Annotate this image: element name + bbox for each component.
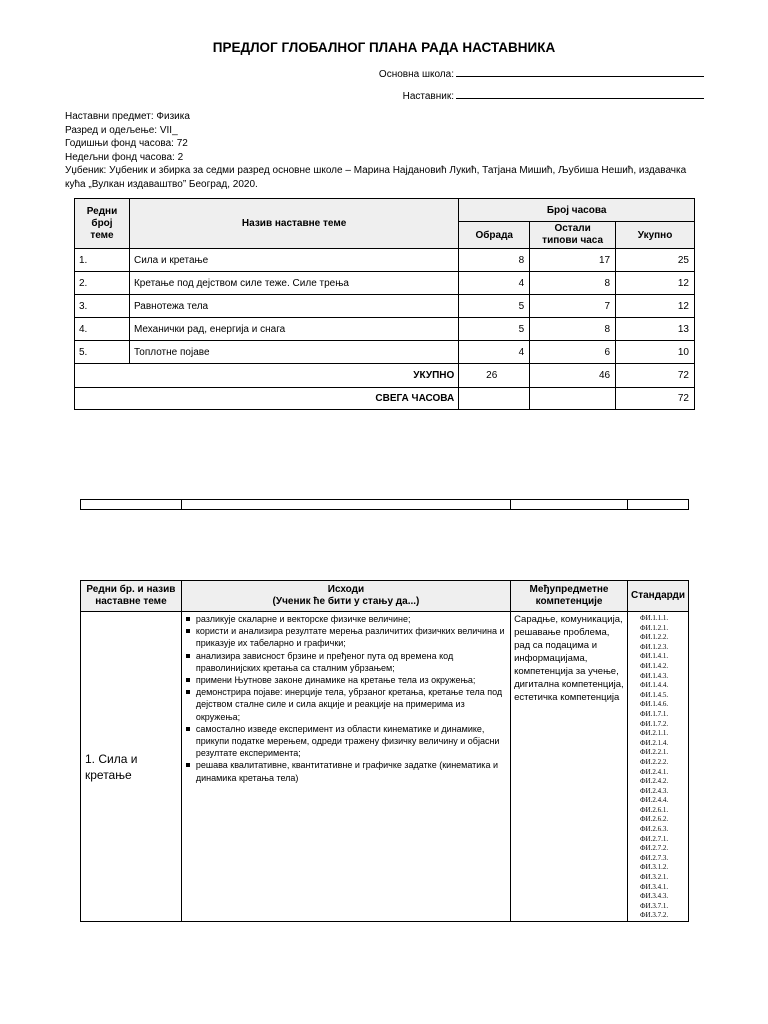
teacher-line bbox=[456, 89, 704, 99]
row-ukupno: 25 bbox=[616, 249, 695, 272]
row-name: Механички рад, енергија и снага bbox=[129, 318, 458, 341]
standard-item: ФИ.2.2.2. bbox=[639, 757, 669, 766]
header-theme-name: Редни бр. и назив наставне теме bbox=[81, 581, 182, 612]
outcomes-list bbox=[182, 612, 510, 784]
competences-text: Сарадње, комуникација, решавање проблема, рад са подацима и информацијама, компетенција за учење, дигитална компетенција, естетичка компетенција bbox=[511, 612, 628, 922]
total-label: УКУПНО bbox=[75, 364, 459, 388]
total-ostali: 46 bbox=[530, 364, 616, 388]
standard-item: ФИ.2.4.2. bbox=[639, 777, 669, 786]
row-ukupno: 12 bbox=[616, 295, 695, 318]
standard-item: ФИ.1.7.1. bbox=[639, 709, 669, 718]
grand-total-row bbox=[75, 388, 695, 410]
row-num: 3. bbox=[75, 295, 130, 318]
standard-item: ФИ.2.2.1. bbox=[639, 748, 669, 757]
row-name: Равнотежа тела bbox=[129, 295, 458, 318]
row-ukupno: 10 bbox=[616, 341, 695, 364]
meta-weekly: Недељни фонд часова: 2 bbox=[65, 151, 184, 163]
meta-grade: Разред и одељење: VII_ bbox=[65, 124, 178, 136]
empty-table bbox=[80, 499, 689, 510]
row-ostali: 8 bbox=[530, 272, 616, 295]
total-row bbox=[75, 364, 695, 388]
row-num: 5. bbox=[75, 341, 130, 364]
row-name: Топлотне појаве bbox=[129, 341, 458, 364]
page-title: ПРЕДЛОГ ГЛОБАЛНОГ ПЛАНА РАДА НАСТАВНИКА bbox=[212, 40, 556, 55]
row-obrada: 5 bbox=[459, 295, 530, 318]
meta-textbook: Уџбеник: Уџбеник и збирка за седми разред основне школе – Марина Најдановић Лукић, Татјана Мишић, Љубиша Нешић, издавачка кућа „Вулкан издаваштво” Београд, 2020. bbox=[65, 165, 687, 190]
standard-item: ФИ.3.7.1. bbox=[639, 901, 669, 910]
standard-item: ФИ.1.2.3. bbox=[639, 642, 669, 651]
standard-item: ФИ.2.6.3. bbox=[639, 825, 669, 834]
header-outcomes-sub: (Ученик ће бити у стању да...) bbox=[272, 596, 420, 607]
standard-item: ФИ.1.2.1. bbox=[639, 623, 669, 632]
outcome-item: самостално изведе експеримент из области кинематике и динамике, прикупи податке мерењем, одреди тражену физичку величину и објасни резултате експеримента; bbox=[196, 723, 508, 760]
standard-item: ФИ.3.4.3. bbox=[639, 892, 669, 901]
empty-cell bbox=[181, 500, 510, 510]
standard-item: ФИ.3.4.1. bbox=[639, 882, 669, 891]
table-row bbox=[75, 341, 695, 364]
standard-item: ФИ.2.4.1. bbox=[639, 767, 669, 776]
row-ostali: 6 bbox=[530, 341, 616, 364]
plan-table bbox=[74, 198, 695, 410]
row-ostali: 8 bbox=[530, 318, 616, 341]
table-row bbox=[75, 295, 695, 318]
standard-item: ФИ.2.4.3. bbox=[639, 786, 669, 795]
outcomes-table bbox=[80, 580, 689, 922]
grand-total: 72 bbox=[616, 388, 695, 410]
table-row bbox=[75, 249, 695, 272]
row-obrada: 5 bbox=[459, 318, 530, 341]
table-row bbox=[75, 272, 695, 295]
header-num: Редни број теме bbox=[75, 199, 130, 249]
total-obrada: 26 bbox=[459, 364, 530, 388]
standard-item: ФИ.3.1.2. bbox=[639, 863, 669, 872]
teacher-label: Наставник: bbox=[402, 91, 454, 102]
standard-item: ФИ.2.7.3. bbox=[639, 853, 669, 862]
row-num: 2. bbox=[75, 272, 130, 295]
standard-item: ФИ.1.7.2. bbox=[639, 719, 669, 728]
standard-item: ФИ.2.1.4. bbox=[639, 738, 669, 747]
header-outcomes bbox=[181, 581, 510, 612]
standard-item: ФИ.2.1.1. bbox=[639, 729, 669, 738]
header-ostali: Остали типови часа bbox=[530, 222, 616, 249]
standard-item: ФИ.2.6.1. bbox=[639, 805, 669, 814]
row-num: 4. bbox=[75, 318, 130, 341]
standard-item: ФИ.1.4.2. bbox=[639, 661, 669, 670]
school-label: Основна школа: bbox=[378, 69, 454, 80]
outcome-item: користи и анализира резултате мерења различитих физичких величина и приказује их табеларно и графички; bbox=[196, 625, 508, 649]
row-obrada: 4 bbox=[459, 272, 530, 295]
meta-subject: Наставни предмет: Физика bbox=[65, 111, 190, 122]
header-hours: Број часова bbox=[459, 199, 695, 222]
meta-block bbox=[65, 110, 705, 191]
row-ukupno: 12 bbox=[616, 272, 695, 295]
total-ukupno: 72 bbox=[616, 364, 695, 388]
row-num: 1. bbox=[75, 249, 130, 272]
standard-item: ФИ.1.1.1. bbox=[639, 614, 669, 622]
row-ukupno: 13 bbox=[616, 318, 695, 341]
empty-cell bbox=[511, 500, 628, 510]
outcome-item: решава квалитативне, квантитативне и графичке задатке (кинематика и динамика кретања тела) bbox=[196, 759, 508, 783]
row-name: Сила и кретање bbox=[129, 249, 458, 272]
standard-item: ФИ.2.7.2. bbox=[639, 844, 669, 853]
teacher-field[interactable] bbox=[403, 89, 704, 102]
header-theme: Назив наставне теме bbox=[129, 199, 458, 249]
outcome-item: разликује скаларне и векторске физичке величине; bbox=[196, 613, 508, 625]
grand-empty-1 bbox=[459, 388, 530, 410]
school-line bbox=[456, 67, 704, 77]
header-ukupno: Укупно bbox=[616, 222, 695, 249]
school-field[interactable] bbox=[379, 67, 704, 80]
standard-item: ФИ.3.7.2. bbox=[639, 911, 669, 920]
standard-item: ФИ.2.4.4. bbox=[639, 796, 669, 805]
row-ostali: 7 bbox=[530, 295, 616, 318]
row-name: Кретање под дејством силе теже. Силе трења bbox=[129, 272, 458, 295]
outcome-item: примени Њутнове законе динамике на кретање тела из окружења; bbox=[196, 674, 508, 686]
outcome-item: анализира зависност брзине и пређеног пута од времена код праволинијских кретања са сталним убрзањем; bbox=[196, 650, 508, 674]
standard-item: ФИ.3.2.1. bbox=[639, 873, 669, 882]
grand-label: СВЕГА ЧАСОВА bbox=[75, 388, 459, 410]
standard-item: ФИ.1.4.6. bbox=[639, 700, 669, 709]
standard-item: ФИ.2.6.2. bbox=[639, 815, 669, 824]
standard-item: ФИ.1.2.2. bbox=[639, 633, 669, 642]
outcome-item: демонстрира појаве: инерције тела, убрзаног кретања, кретање тела под дејством сталне силе и сила акције и реакције на примерима из окружења; bbox=[196, 686, 508, 723]
theme-name: 1. Сила и кретање bbox=[81, 612, 182, 922]
outcome-row bbox=[81, 612, 689, 922]
empty-cell bbox=[81, 500, 182, 510]
standard-item: ФИ.1.4.5. bbox=[639, 690, 669, 699]
outcomes-cell bbox=[181, 612, 510, 922]
row-obrada: 4 bbox=[459, 341, 530, 364]
standards-cell bbox=[627, 612, 688, 922]
empty-cell bbox=[628, 500, 689, 510]
standard-item: ФИ.1.4.4. bbox=[639, 681, 669, 690]
row-obrada: 8 bbox=[459, 249, 530, 272]
header-outcomes-title: Исходи bbox=[327, 584, 365, 595]
table-row bbox=[75, 318, 695, 341]
header-competences: Међупредметне компетенције bbox=[511, 581, 628, 612]
header-standards: Стандарди bbox=[627, 581, 688, 612]
standard-item: ФИ.2.7.1. bbox=[639, 834, 669, 843]
standard-item: ФИ.1.4.3. bbox=[639, 671, 669, 680]
grand-empty-2 bbox=[530, 388, 616, 410]
header-obrada: Обрада bbox=[459, 222, 530, 249]
row-ostali: 17 bbox=[530, 249, 616, 272]
meta-annual: Годишњи фонд часова: 72 bbox=[65, 138, 188, 149]
standard-item: ФИ.1.4.1. bbox=[639, 652, 669, 661]
